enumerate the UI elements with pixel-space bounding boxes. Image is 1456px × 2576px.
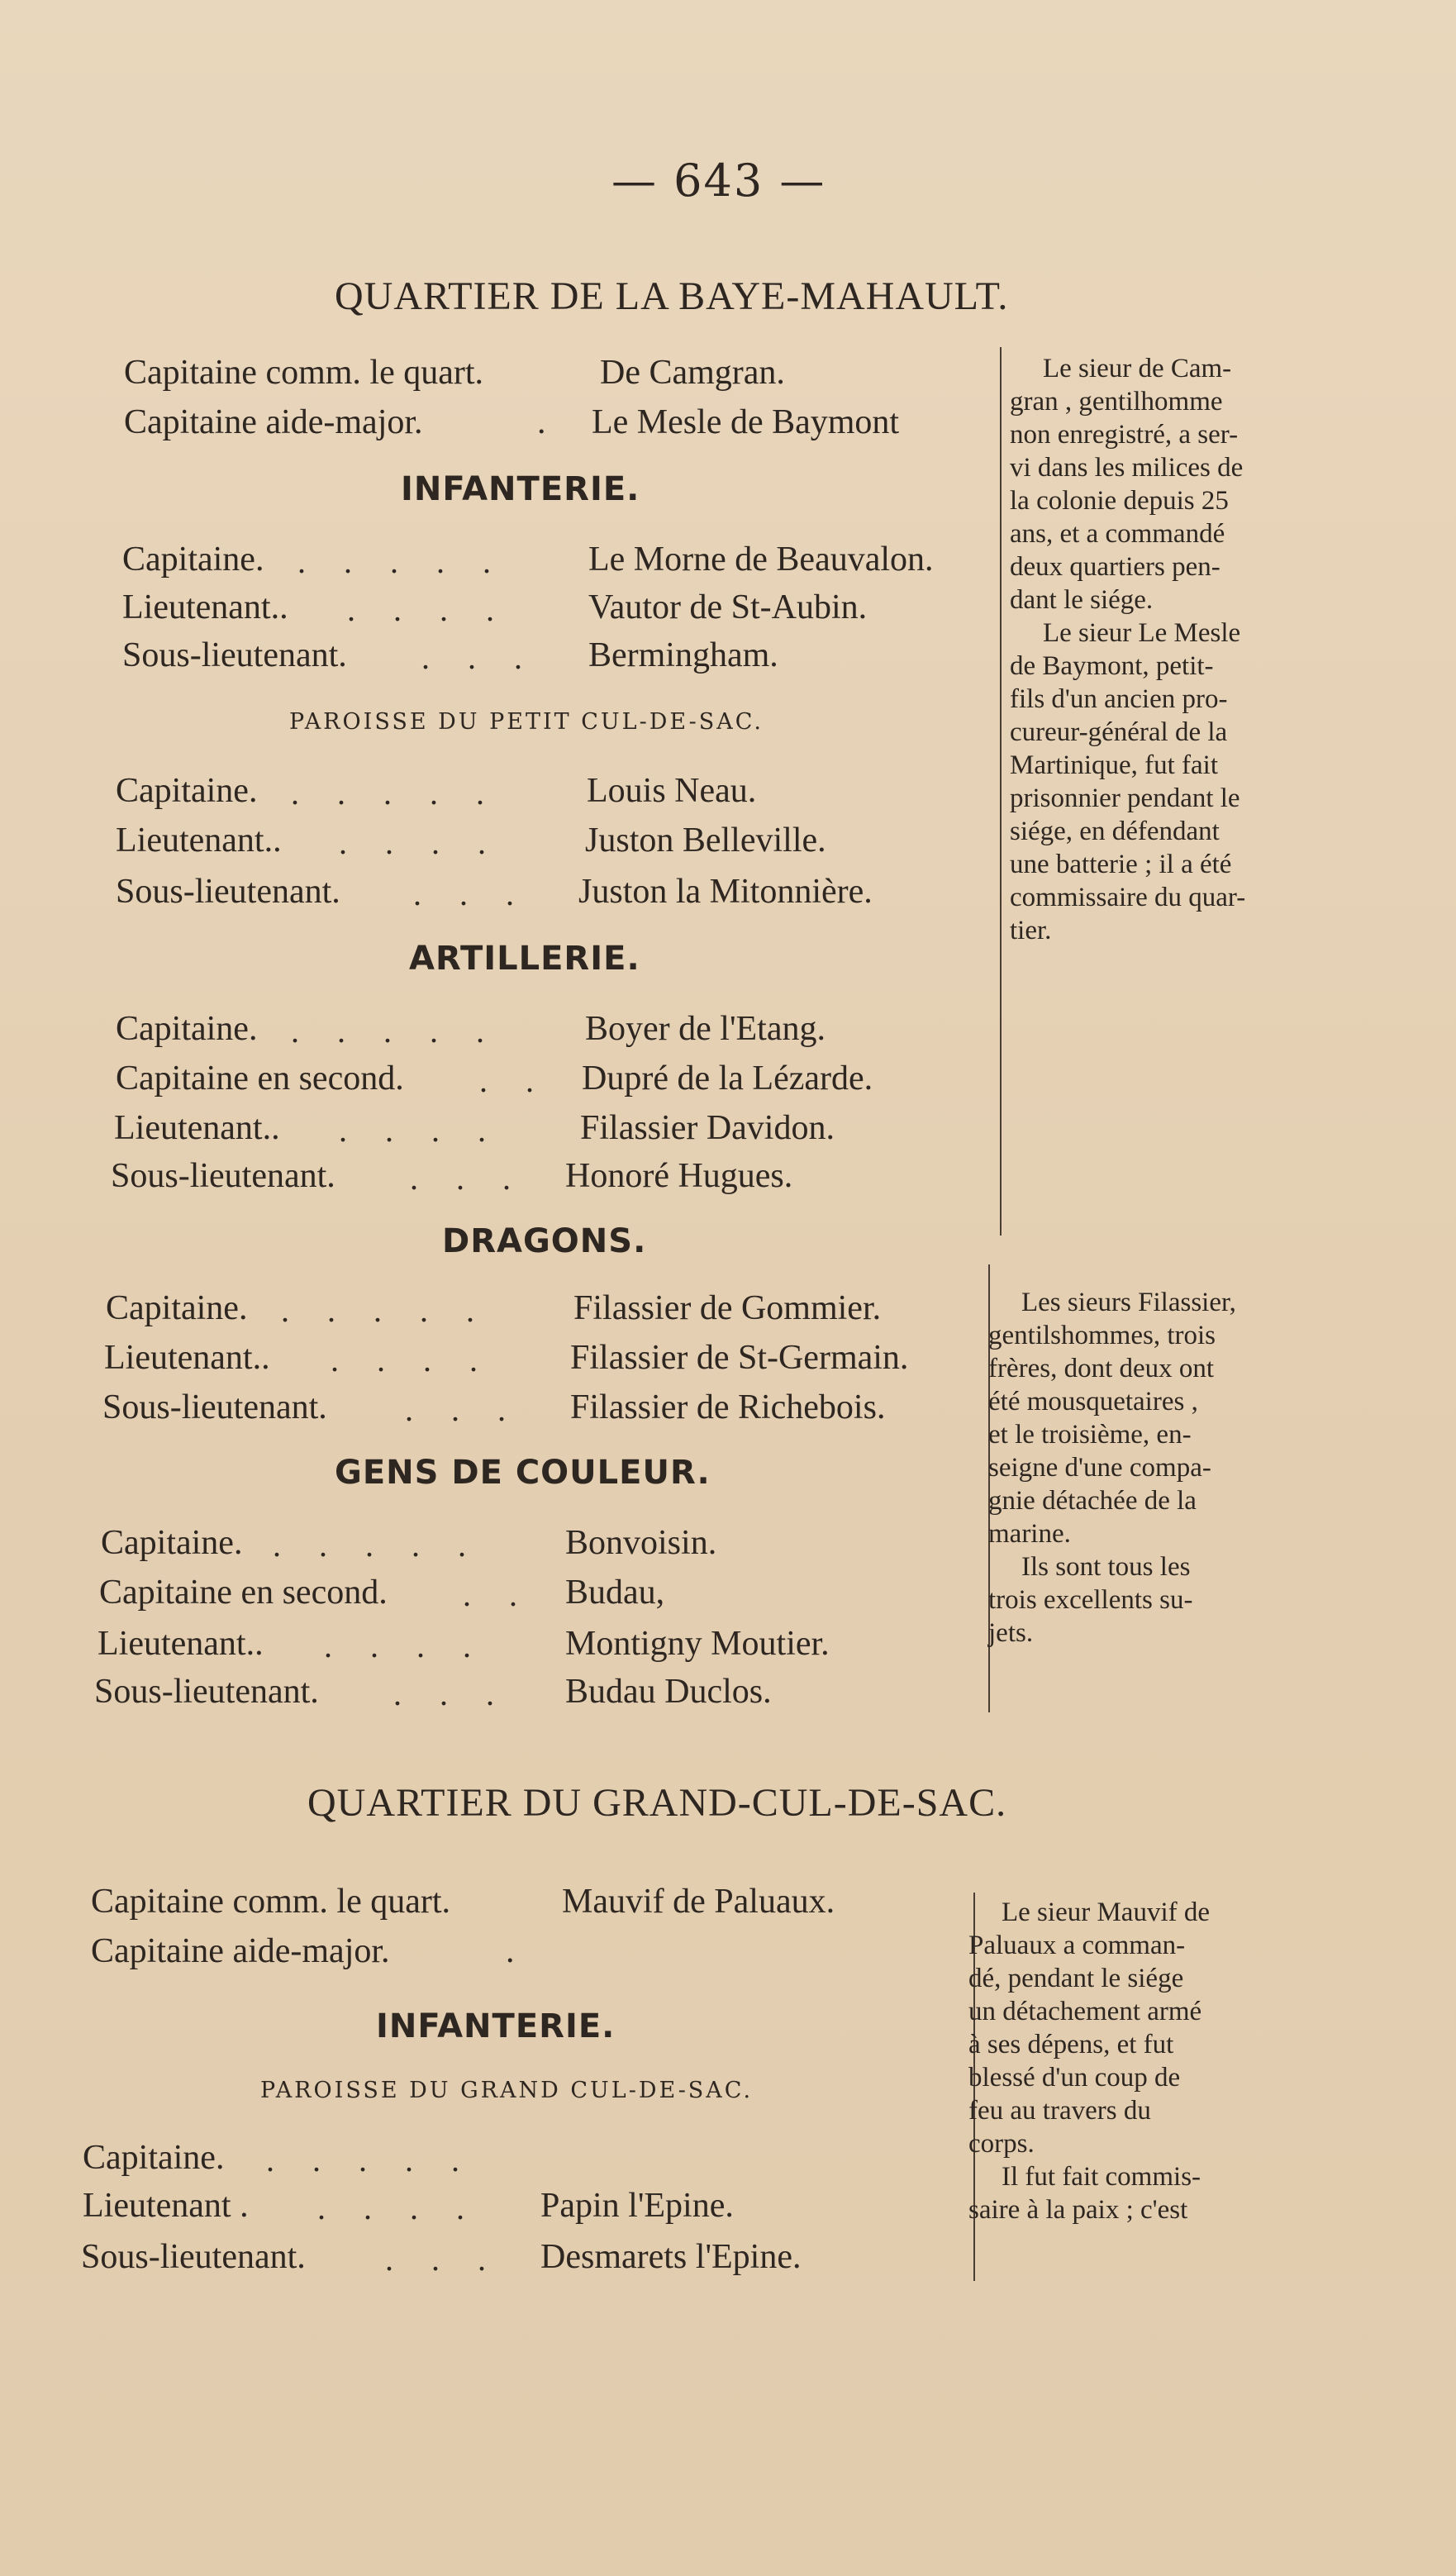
row-name: Boyer de l'Etang. [585,1010,826,1048]
leader-dots: . . . [413,875,529,912]
row-label: Capitaine. [122,540,264,579]
leader-dots: . . . . [339,1112,501,1149]
note-line: trois excellents su- [988,1585,1193,1615]
row-name: Le Morne de Beauvalon. [588,540,934,579]
row-name: Papin l'Epine. [540,2187,734,2225]
note-line: à ses dépens, et fut [968,2030,1174,2059]
row-name: Montigny Moutier. [565,1625,830,1663]
row-name: Juston Belleville. [585,821,826,859]
note-line: seigne d'une compa- [988,1453,1211,1483]
section-title-grand-cul-de-sac: QUARTIER DU GRAND-CUL-DE-SAC. [307,1781,1007,1825]
leader-dots: . . . . . [291,774,499,812]
note-line: Martinique, fut fait [1010,750,1219,780]
aide-major-dot: . [506,1932,515,1970]
leader-dots: . . . . . [297,543,506,580]
note-line: siége, en défendant [1010,817,1220,846]
leader-dots: . . . . . [291,1012,499,1050]
note-line: la colonie depuis 25 [1010,486,1229,516]
row-label: Lieutenant.. [104,1339,270,1377]
aide-major-dot: . [537,403,546,441]
leader-dots: . . . [421,639,537,676]
row-name: Filassier de St-Germain. [570,1339,909,1377]
note-line: gnie détachée de la [988,1486,1197,1516]
artillerie-heading: ARTILLERIE. [409,940,640,978]
note-line: prisonnier pendant le [1010,783,1240,813]
note-line: Le sieur Le Mesle [1043,618,1241,648]
column-rule [1000,347,1002,1236]
note-line: Il fut fait commis- [1002,2162,1201,2192]
leader-dots: . . . . . [266,2141,474,2178]
leader-dots: . . . [410,1159,526,1197]
note-line: Ils sont tous les [1021,1552,1191,1582]
page-number: — 643 — [611,155,826,207]
row-name: Filassier de Gommier. [573,1289,882,1327]
row-name: Vautor de St-Aubin. [588,588,868,626]
leader-dots: . . . . [331,1341,492,1378]
note-line: Les sieurs Filassier, [1021,1288,1236,1317]
note-line: marine. [988,1519,1071,1549]
row-label: Capitaine en second. [116,1059,404,1098]
row-label: Lieutenant.. [98,1625,264,1663]
note-line: un détachement armé [968,1997,1202,2026]
marginal-note-camgran [1010,352,1355,947]
leader-dots: . . [479,1062,549,1099]
row-label: Capitaine. [116,1010,258,1048]
note-line: saire à la paix ; c'est [968,2195,1188,2225]
note-line: corps. [968,2129,1035,2159]
row-name: Filassier de Richebois. [570,1388,886,1426]
note-line: vi dans les milices de [1010,453,1244,483]
row-name: Dupré de la Lézarde. [582,1059,873,1098]
row-label: Sous-lieutenant. [122,636,347,674]
row-name: Budau Duclos. [565,1673,772,1711]
cap-comm-name: Mauvif de Paluaux. [562,1883,835,1921]
row-name: Bermingham. [588,636,778,674]
row-label: Sous-lieutenant. [116,873,340,911]
leader-dots: . . . . [324,1627,486,1664]
gens-de-couleur-heading: GENS DE COULEUR. [335,1454,711,1492]
note-line: deux quartiers pen- [1010,552,1220,582]
row-label: Capitaine en second. [99,1574,388,1612]
row-label: Lieutenant.. [114,1109,280,1147]
note-line: ans, et a commandé [1010,519,1225,549]
paroisse-heading: PAROISSE DU GRAND CUL-DE-SAC. [260,2078,754,2103]
row-label: Sous-lieutenant. [94,1673,319,1711]
note-line: et le troisième, en- [988,1420,1192,1450]
row-name: Juston la Mitonnière. [578,873,873,911]
leader-dots: . . [463,1576,532,1613]
row-label: Sous-lieutenant. [102,1388,327,1426]
cap-comm-name: De Camgran. [600,354,785,392]
note-line: gentilshommes, trois [988,1321,1216,1350]
aide-major-label: Capitaine aide-major. [124,403,423,441]
note-line: frères, dont deux ont [988,1354,1215,1383]
note-line: Le sieur de Cam- [1043,354,1232,383]
row-name: Desmarets l'Epine. [540,2238,802,2276]
row-name: Honoré Hugues. [565,1157,793,1195]
note-line: de Baymont, petit- [1010,651,1214,681]
note-line: une batterie ; il a été [1010,850,1232,879]
note-line: commissaire du quar- [1010,883,1246,912]
row-name: Budau, [565,1574,665,1612]
note-line: été mousquetaires , [988,1387,1198,1417]
note-line: fils d'un ancien pro- [1010,684,1228,714]
leader-dots: . . . . . [273,1526,481,1564]
leader-dots: . . . [393,1675,509,1712]
aide-major-name: Le Mesle de Baymont [592,403,900,441]
infanterie-heading: INFANTERIE. [376,2007,616,2045]
row-name: Filassier Davidon. [580,1109,835,1147]
leader-dots: . . . . [317,2189,479,2226]
note-line: dant le siége. [1010,585,1154,615]
note-line: dé, pendant le siége [968,1964,1184,1993]
row-label: Capitaine. [106,1289,248,1327]
note-line: blessé d'un coup de [968,2063,1181,2093]
note-line: gran , gentilhomme [1010,387,1223,417]
row-label: Capitaine. [101,1524,243,1562]
note-line: jets. [988,1618,1034,1648]
leader-dots: . . . [405,1391,521,1428]
aide-major-label: Capitaine aide-major. [91,1932,390,1970]
leader-dots: . . . . [339,824,501,861]
row-name: Louis Neau. [587,772,757,810]
row-label: Capitaine. [116,772,258,810]
note-line: non enregistré, a ser- [1010,420,1239,450]
marginal-note-filassier [988,1286,1355,1650]
infanterie-heading: INFANTERIE. [401,470,640,508]
row-name: Bonvoisin. [565,1524,717,1562]
row-label: Lieutenant.. [116,821,282,859]
note-line: cureur-général de la [1010,717,1228,747]
marginal-note-mauvif [968,1896,1345,2226]
leader-dots: . . . [385,2240,501,2278]
note-line: Le sieur Mauvif de [1002,1897,1210,1927]
cap-comm-label: Capitaine comm. le quart. [124,354,484,392]
row-label: Lieutenant . [83,2187,249,2225]
row-label: Lieutenant.. [122,588,288,626]
note-line: tier. [1010,916,1052,945]
row-label: Capitaine. [83,2139,225,2177]
cap-comm-label: Capitaine comm. le quart. [91,1883,451,1921]
note-line: Paluaux a comman- [968,1931,1186,1960]
row-label: Sous-lieutenant. [111,1157,335,1195]
note-line: feu au travers du [968,2096,1151,2126]
paroisse-heading: PAROISSE DU PETIT CUL-DE-SAC. [289,709,764,735]
section-title-baye-mahault: QUARTIER DE LA BAYE-MAHAULT. [335,274,1009,318]
row-label: Sous-lieutenant. [81,2238,306,2276]
leader-dots: . . . . [347,591,509,628]
leader-dots: . . . . . [281,1292,489,1329]
dragons-heading: DRAGONS. [442,1222,647,1260]
